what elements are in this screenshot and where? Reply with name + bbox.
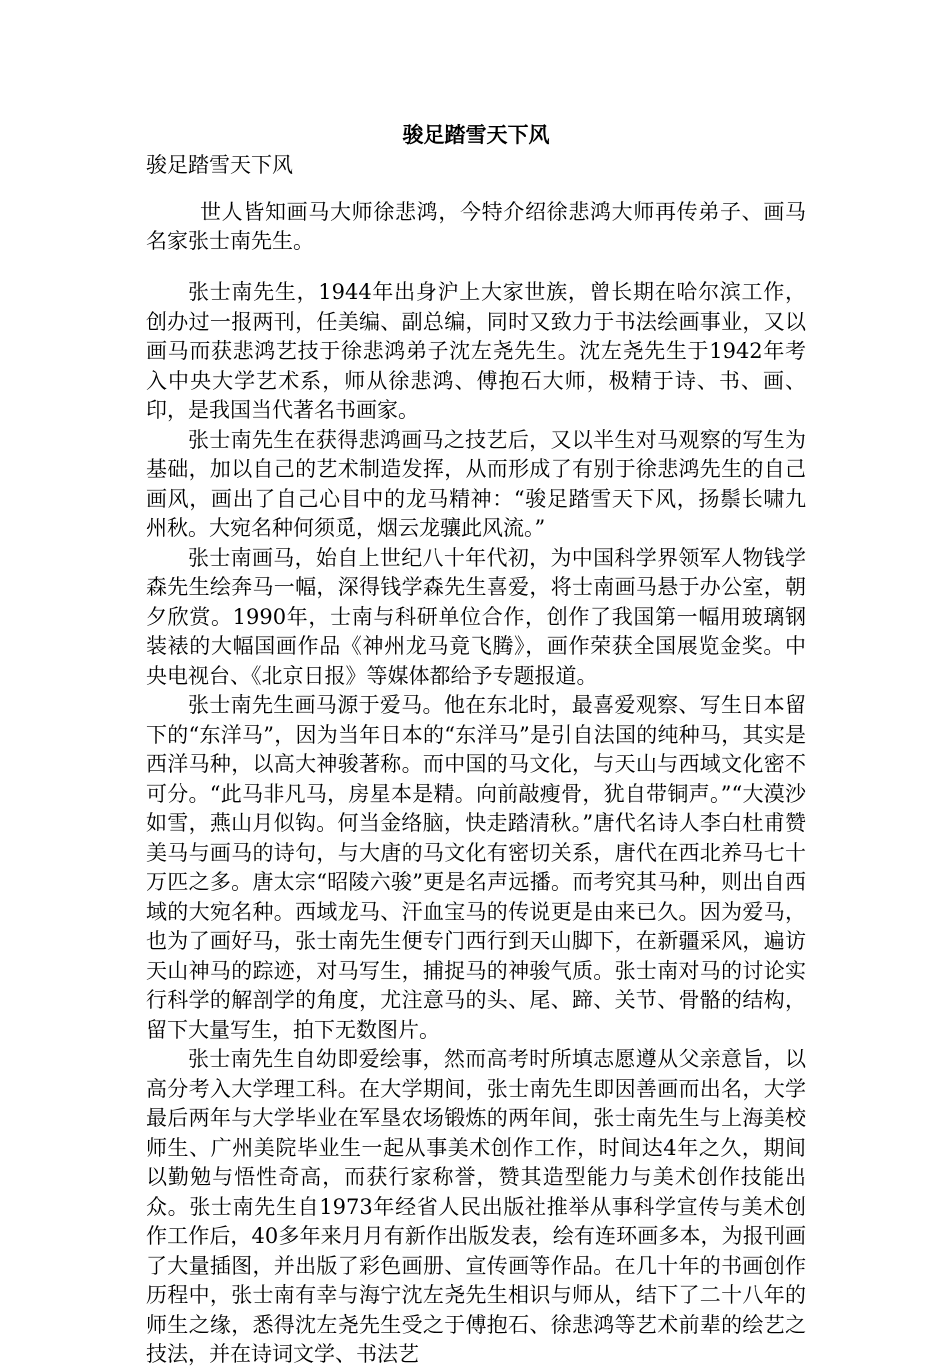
body-paragraph: 张士南先生在获得悲鸿画马之技艺后，又以半生对马观察的写生为基础，加以自己的艺术制造发挥，从而形成了有别于徐悲鸿先生的自己画风，画出了自己心目中的龙马精神：“骏足踏雪天下风，扬鬃长啸九州秋。大宛名种何须觅，烟云龙骧此风流。” (146, 427, 806, 540)
intro-paragraph: 世人皆知画马大师徐悲鸿，今特介绍徐悲鸿大师再传弟子、画马名家张士南先生。 (146, 200, 806, 253)
document-page (146, 120, 806, 1370)
body-paragraph: 张士南先生，1944年出身沪上大家世族，曾长期在哈尔滨工作，创办过一报两刊，任美编、副总编，同时又致力于书法绘画事业，又以画马而获悲鸿艺技于徐悲鸿弟子沈左尧先生。沈左尧先生于1942年考入中央大学艺术系，师从徐悲鸿、傅抱石大师，极精于诗、书、画、印，是我国当代著名书画家。 (146, 280, 806, 422)
body-paragraph: 张士南先生自幼即爱绘事，然而高考时所填志愿遵从父亲意旨，以高分考入大学理工科。在大学期间，张士南先生即因善画而出名，大学最后两年与大学毕业在军垦农场锻炼的两年间，张士南先生与上海美校师生、广州美院毕业生一起从事美术创作工作，时间达4年之久，期间以勤勉与悟性奇高，而获行家称誉，赞其造型能力与美术创作技能出众。张士南先生自1973年经省人民出版社推举从事科学宣传与美术创作工作后，40多年来月月有新作出版发表，绘有连环画多本，为报刊画了大量插图，并出版了彩色画册、宣传画等作品。在几十年的书画创作历程中，张士南有幸与海宁沈左尧先生相识与师从，结下了二十八年的师生之缘，悉得沈左尧先生受之于傅抱石、徐悲鸿等艺术前辈的绘艺之技法，并在诗词文学、书法艺 (146, 1047, 806, 1366)
body-paragraph: 张士南画马，始自上世纪八十年代初，为中国科学界领军人物钱学森先生绘奔马一幅，深得钱学森先生喜爱，将士南画马悬于办公室，朝夕欣赏。1990年，士南与科研单位合作，创作了我国第一幅用玻璃钢装裱的大幅国画作品《神州龙马竟飞腾》，画作荣获全国展览金奖。中央电视台、《北京日报》等媒体都给予专题报道。 (146, 545, 806, 688)
body-paragraph: 张士南先生画马源于爱马。他在东北时，最喜爱观察、写生日本留下的“东洋马”，因为当年日本的“东洋马”是引自法国的纯种马，其实是西洋马种，以高大神骏著称。而中国的马文化，与天山与西域文化密不可分。“此马非凡马，房星本是精。向前敲瘦骨，犹自带铜声。”“大漠沙如雪，燕山月似钩。何当金络脑，快走踏清秋。”唐代名诗人李白杜甫赞美马与画马的诗句，与大唐的马文化有密切关系，唐代在西北养马七十万匹之多。唐太宗“昭陵六骏”更是名声远播。而考究其马种，则出自西域的大宛名种。西域龙马、汗血宝马的传说更是由来已久。因为爱马，也为了画好马，张士南先生便专门西行到天山脚下，在新疆采风，遍访天山神马的踪迹，对马写生，捕捉马的神骏气质。张士南对马的讨论实行科学的解剖学的角度，尤注意马的头、尾、蹄、关节、骨骼的结构，留下大量写生，拍下无数图片。 (146, 693, 806, 1042)
document-subtitle: 骏足踏雪天下风 (146, 153, 293, 177)
document-title: 骏足踏雪天下风 (402, 122, 550, 147)
